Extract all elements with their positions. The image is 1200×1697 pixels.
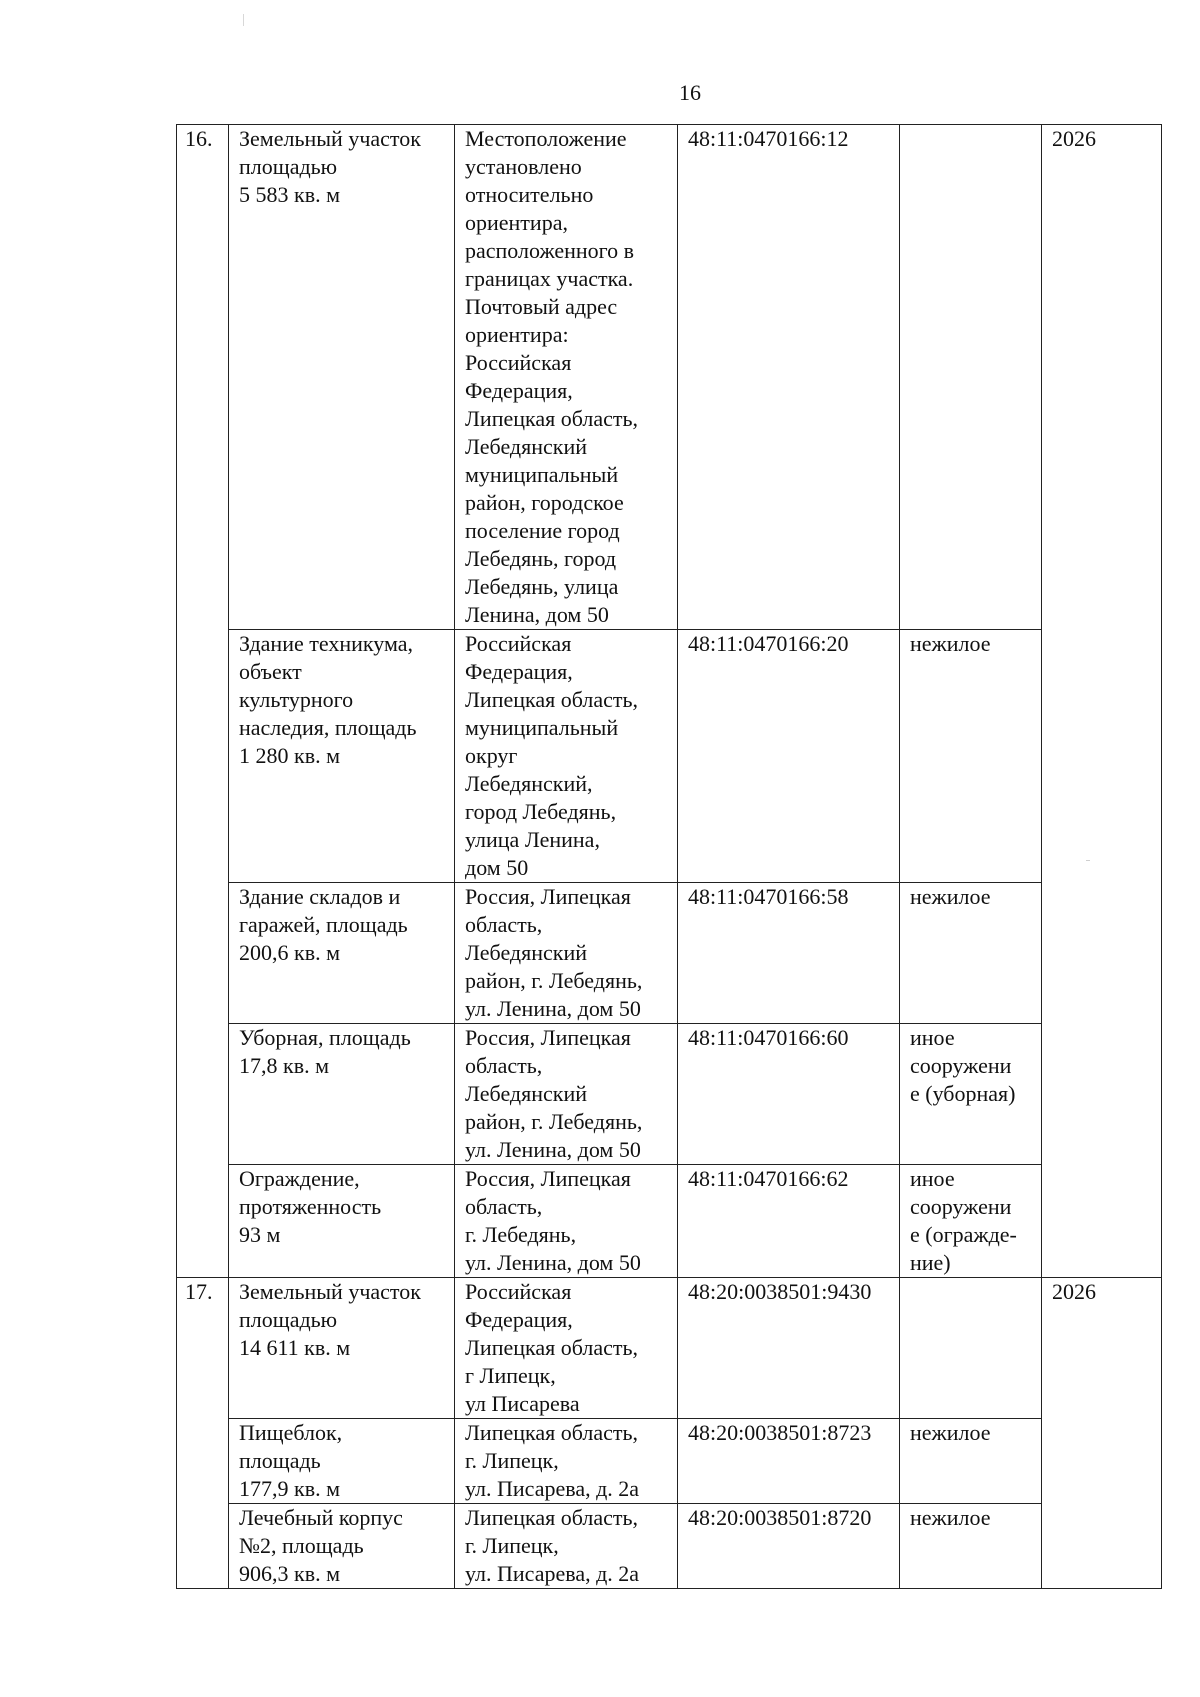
year: 2026 <box>1042 125 1162 1278</box>
table-row <box>177 1024 1162 1165</box>
table-row <box>177 1504 1162 1589</box>
cadastral-number: 48:11:0470166:62 <box>678 1165 900 1278</box>
item-number: 17. <box>177 1278 229 1589</box>
object-name: Земельный участок площадью 5 583 кв. м <box>229 125 455 630</box>
object-address: Россия, Липецкая область, Лебедянский район, г. Лебедянь, ул. Ленина, дом 50 <box>455 1024 678 1165</box>
cadastral-number: 48:11:0470166:12 <box>678 125 900 630</box>
object-type: нежилое <box>900 1419 1042 1504</box>
object-type: нежилое <box>900 1504 1042 1589</box>
year: 2026 <box>1042 1278 1162 1589</box>
cadastral-number: 48:20:0038501:8723 <box>678 1419 900 1504</box>
object-type: иное сооружени е (уборная) <box>900 1024 1042 1165</box>
cadastral-number: 48:11:0470166:20 <box>678 630 900 883</box>
object-name: Здание складов и гаражей, площадь 200,6 кв. м <box>229 883 455 1024</box>
table-row <box>177 125 1162 630</box>
table-row <box>177 883 1162 1024</box>
cadastral-number: 48:11:0470166:58 <box>678 883 900 1024</box>
table-row <box>177 1419 1162 1504</box>
object-address: Местоположение установлено относительно ориентира, расположенного в границах участка. Почтовый адрес ориентира: Российская Федерация, Липецкая область, Лебедянский муниципальный район, городское поселение город Лебедянь, город Лебедянь, улица Ленина, дом 50 <box>455 125 678 630</box>
object-name: Земельный участок площадью 14 611 кв. м <box>229 1278 455 1419</box>
cadastral-number: 48:20:0038501:8720 <box>678 1504 900 1589</box>
object-address: Липецкая область, г. Липецк, ул. Писарева, д. 2а <box>455 1419 678 1504</box>
object-type: нежилое <box>900 883 1042 1024</box>
object-type: иное сооружени е (огражде- ние) <box>900 1165 1042 1278</box>
object-name: Уборная, площадь 17,8 кв. м <box>229 1024 455 1165</box>
object-name: Пищеблок, площадь 177,9 кв. м <box>229 1419 455 1504</box>
table-row <box>177 1165 1162 1278</box>
table-row <box>177 630 1162 883</box>
cadastral-number: 48:20:0038501:9430 <box>678 1278 900 1419</box>
object-address: Липецкая область, г. Липецк, ул. Писарева, д. 2а <box>455 1504 678 1589</box>
property-table <box>176 124 1162 1589</box>
object-type: нежилое <box>900 630 1042 883</box>
item-number: 16. <box>177 125 229 1278</box>
object-address: Россия, Липецкая область, Лебедянский район, г. Лебедянь, ул. Ленина, дом 50 <box>455 883 678 1024</box>
table-row <box>177 1278 1162 1419</box>
scan-artifact <box>243 14 244 26</box>
object-name: Ограждение, протяженность 93 м <box>229 1165 455 1278</box>
cadastral-number: 48:11:0470166:60 <box>678 1024 900 1165</box>
object-address: Российская Федерация, Липецкая область, г Липецк, ул Писарева <box>455 1278 678 1419</box>
object-address: Российская Федерация, Липецкая область, муниципальный округ Лебедянский, город Лебедянь, улица Ленина, дом 50 <box>455 630 678 883</box>
page-number: 16 <box>679 80 701 105</box>
object-address: Россия, Липецкая область, г. Лебедянь, ул. Ленина, дом 50 <box>455 1165 678 1278</box>
object-type <box>900 125 1042 630</box>
object-name: Лечебный корпус №2, площадь 906,3 кв. м <box>229 1504 455 1589</box>
object-type <box>900 1278 1042 1419</box>
object-name: Здание техникума, объект культурного наследия, площадь 1 280 кв. м <box>229 630 455 883</box>
